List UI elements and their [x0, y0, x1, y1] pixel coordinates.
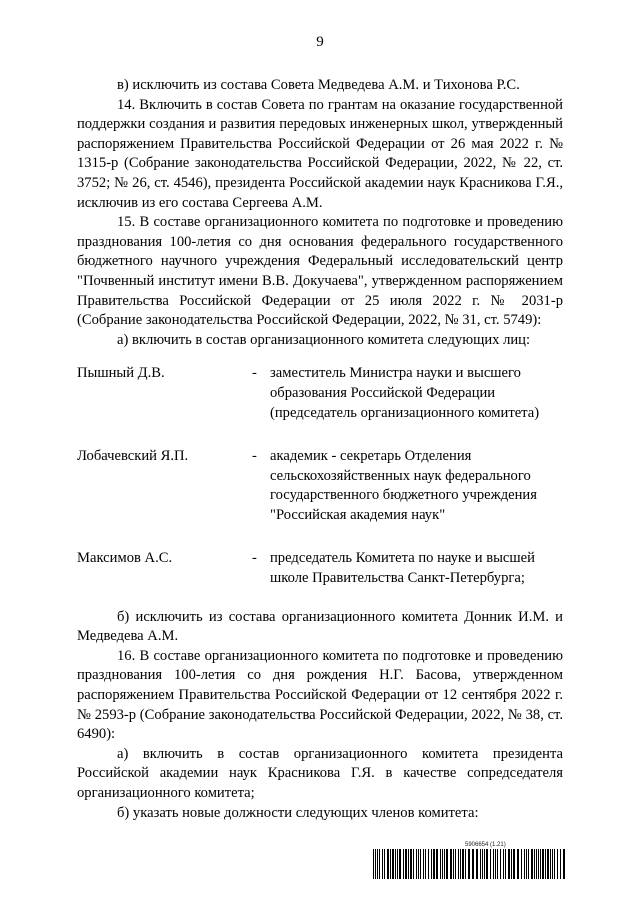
member-dash: -	[252, 550, 257, 567]
paragraph-15: 15. В составе организационного комитета по подготовке и проведению празднования 100-летия со дня основания федерального государственного бюджетного научного учреждения Федеральный исследовательский центр "Почвенный институт имени В.В. Докучаева", утвержденном распоряжением Правительства Российской Федерации от 25 июля 2022 г. № 2031-р (Собрание законодательства Российской Федерации, 2022, № 31, ст. 5749):	[77, 214, 563, 329]
member-dash: -	[252, 448, 257, 465]
paragraph-14: 14. Включить в состав Совета по грантам на оказание государственной поддержки создания и развития передовых инженерных школ, утвержденный распоряжением Правительства Российской Федерации от 26 мая 2022 г. № 1315-р (Собрание законодательства Российской Федерации, 2022, № 22, ст. 3752; № 26, ст. 4546), президента Российской академии наук Красникова Г.Я., исключив из его состава Сергеева А.М.	[77, 96, 563, 211]
document-body	[77, 76, 563, 823]
member-name: Лобачевский Я.П.	[77, 448, 189, 465]
member-dash: -	[252, 365, 257, 382]
paragraph-15a: а) включить в состав организационного комитета следующих лиц:	[117, 331, 531, 348]
member-row	[77, 447, 563, 525]
member-row	[77, 364, 563, 423]
member-role: академик - секретарь Отделения сельскохозяйственных наук федерального государственного бюджетного учреждения "Российская академия наук"	[270, 448, 537, 523]
member-name: Пышный Д.В.	[77, 365, 165, 382]
member-row	[77, 549, 563, 588]
member-role: заместитель Министра науки и высшего образования Российской Федерации (председатель организационного комитета)	[270, 365, 540, 421]
paragraph-16: 16. В составе организационного комитета по подготовке и проведению празднования 100-летия со дня рождения Н.Г. Басова, утвержденном распоряжением Правительства Российской Федерации от 12 сентября 2022 г. № 2593-р (Собрание законодательства Российской Федерации, 2022, № 38, ст. 6490):	[77, 647, 563, 743]
paragraph-exclude-council: в) исключить из состава Совета Медведева А.М. и Тихонова Р.С.	[117, 77, 520, 93]
paragraph-15b: б) исключить из состава организационного комитета Донник И.М. и Медведева А.М.	[77, 608, 563, 645]
paragraph-16a: а) включить в состав организационного комитета президента Российской академии наук Красникова Г.Я. в качестве сопредседателя организационного комитета;	[77, 745, 563, 801]
paragraph-16b: б) указать новые должности следующих членов комитета:	[117, 804, 479, 821]
document-code: 5906654 (1.21)	[465, 842, 506, 848]
page-number: 9	[316, 34, 324, 50]
barcode	[373, 849, 565, 879]
member-role: председатель Комитета по науке и высшей школе Правительства Санкт-Петербурга;	[270, 550, 535, 587]
member-name: Максимов А.С.	[77, 550, 173, 567]
